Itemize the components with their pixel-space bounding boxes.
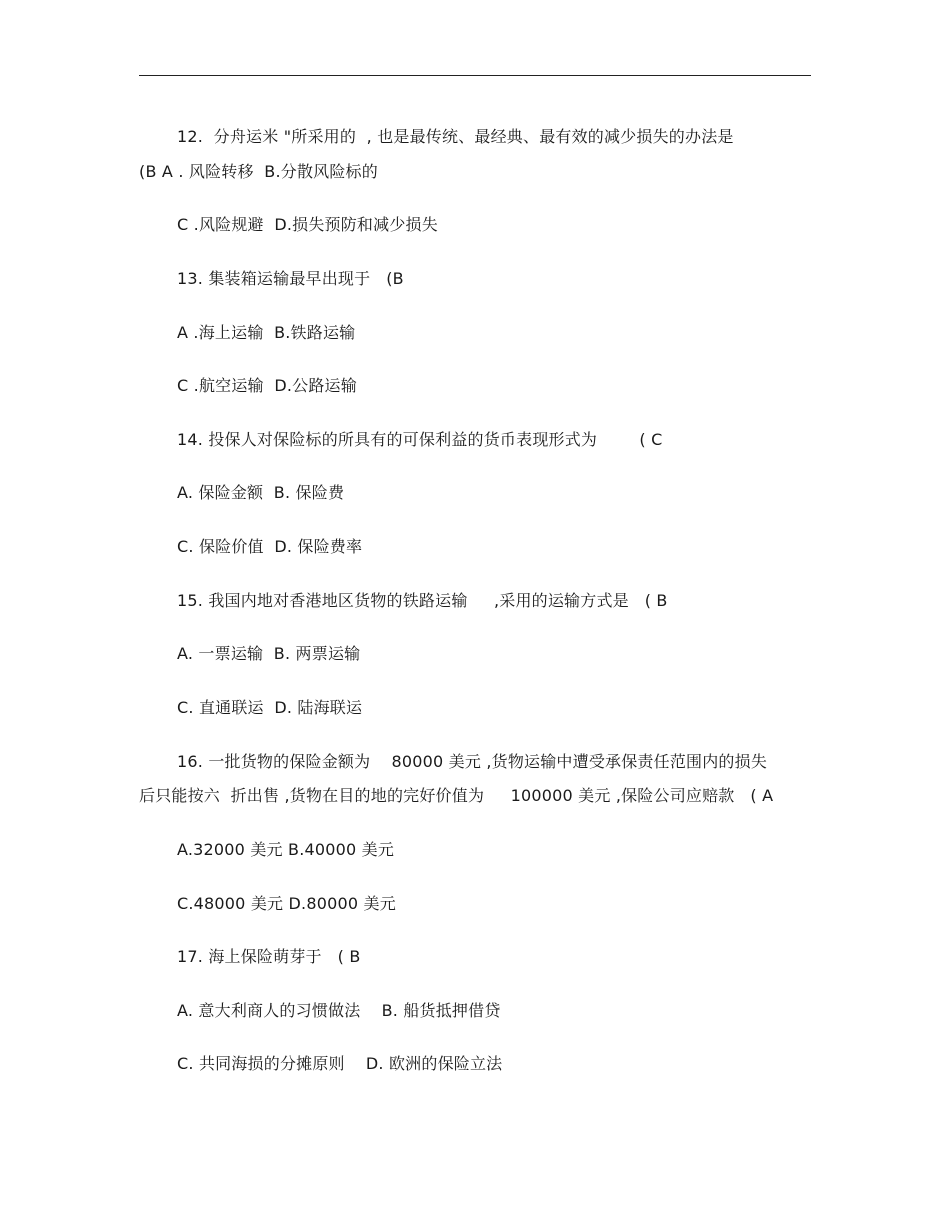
question-14-options-cd: C. 保险价值 D. 保险费率 [177, 537, 363, 556]
question-12-options-ab: (B A . 风险转移 B.分散风险标的 [139, 162, 378, 181]
question-12-stem: 12. 分舟运米 "所采用的 , 也是最传统、最经典、最有效的减少损失的办法是 [177, 127, 734, 146]
question-13-stem: 13. 集装箱运输最早出现于 (B [177, 269, 404, 288]
question-14-options-ab: A. 保险金额 B. 保险费 [177, 483, 345, 502]
question-15-stem: 15. 我国内地对香港地区货物的铁路运输 ,采用的运输方式是 ( B [177, 591, 668, 610]
question-13-options-cd: C .航空运输 D.公路运输 [177, 376, 357, 395]
question-17-options-ab: A. 意大利商人的习惯做法 B. 船货抵押借贷 [177, 1001, 501, 1020]
question-15-options-ab: A. 一票运输 B. 两票运输 [177, 644, 361, 663]
header-rule [139, 75, 811, 76]
question-14-stem: 14. 投保人对保险标的所具有的可保利益的货币表现形式为 ( C [177, 430, 663, 449]
question-17-stem: 17. 海上保险萌芽于 ( B [177, 947, 361, 966]
question-12-options-cd: C .风险规避 D.损失预防和减少损失 [177, 215, 438, 234]
question-13-options-ab: A .海上运输 B.铁路运输 [177, 323, 356, 342]
question-15-options-cd: C. 直通联运 D. 陆海联运 [177, 698, 363, 717]
question-16-options-ab: A.32000 美元 B.40000 美元 [177, 840, 395, 859]
question-17-options-cd: C. 共同海损的分摊原则 D. 欧洲的保险立法 [177, 1054, 503, 1073]
question-16-stem: 16. 一批货物的保险金额为 80000 美元 ,货物运输中遭受承保责任范围内的损失 [177, 752, 768, 771]
question-16-stem-cont: 后只能按六 折出售 ,货物在目的地的完好价值为 100000 美元 ,保险公司应赔款 ( A [139, 786, 774, 805]
question-16-options-cd: C.48000 美元 D.80000 美元 [177, 894, 396, 913]
